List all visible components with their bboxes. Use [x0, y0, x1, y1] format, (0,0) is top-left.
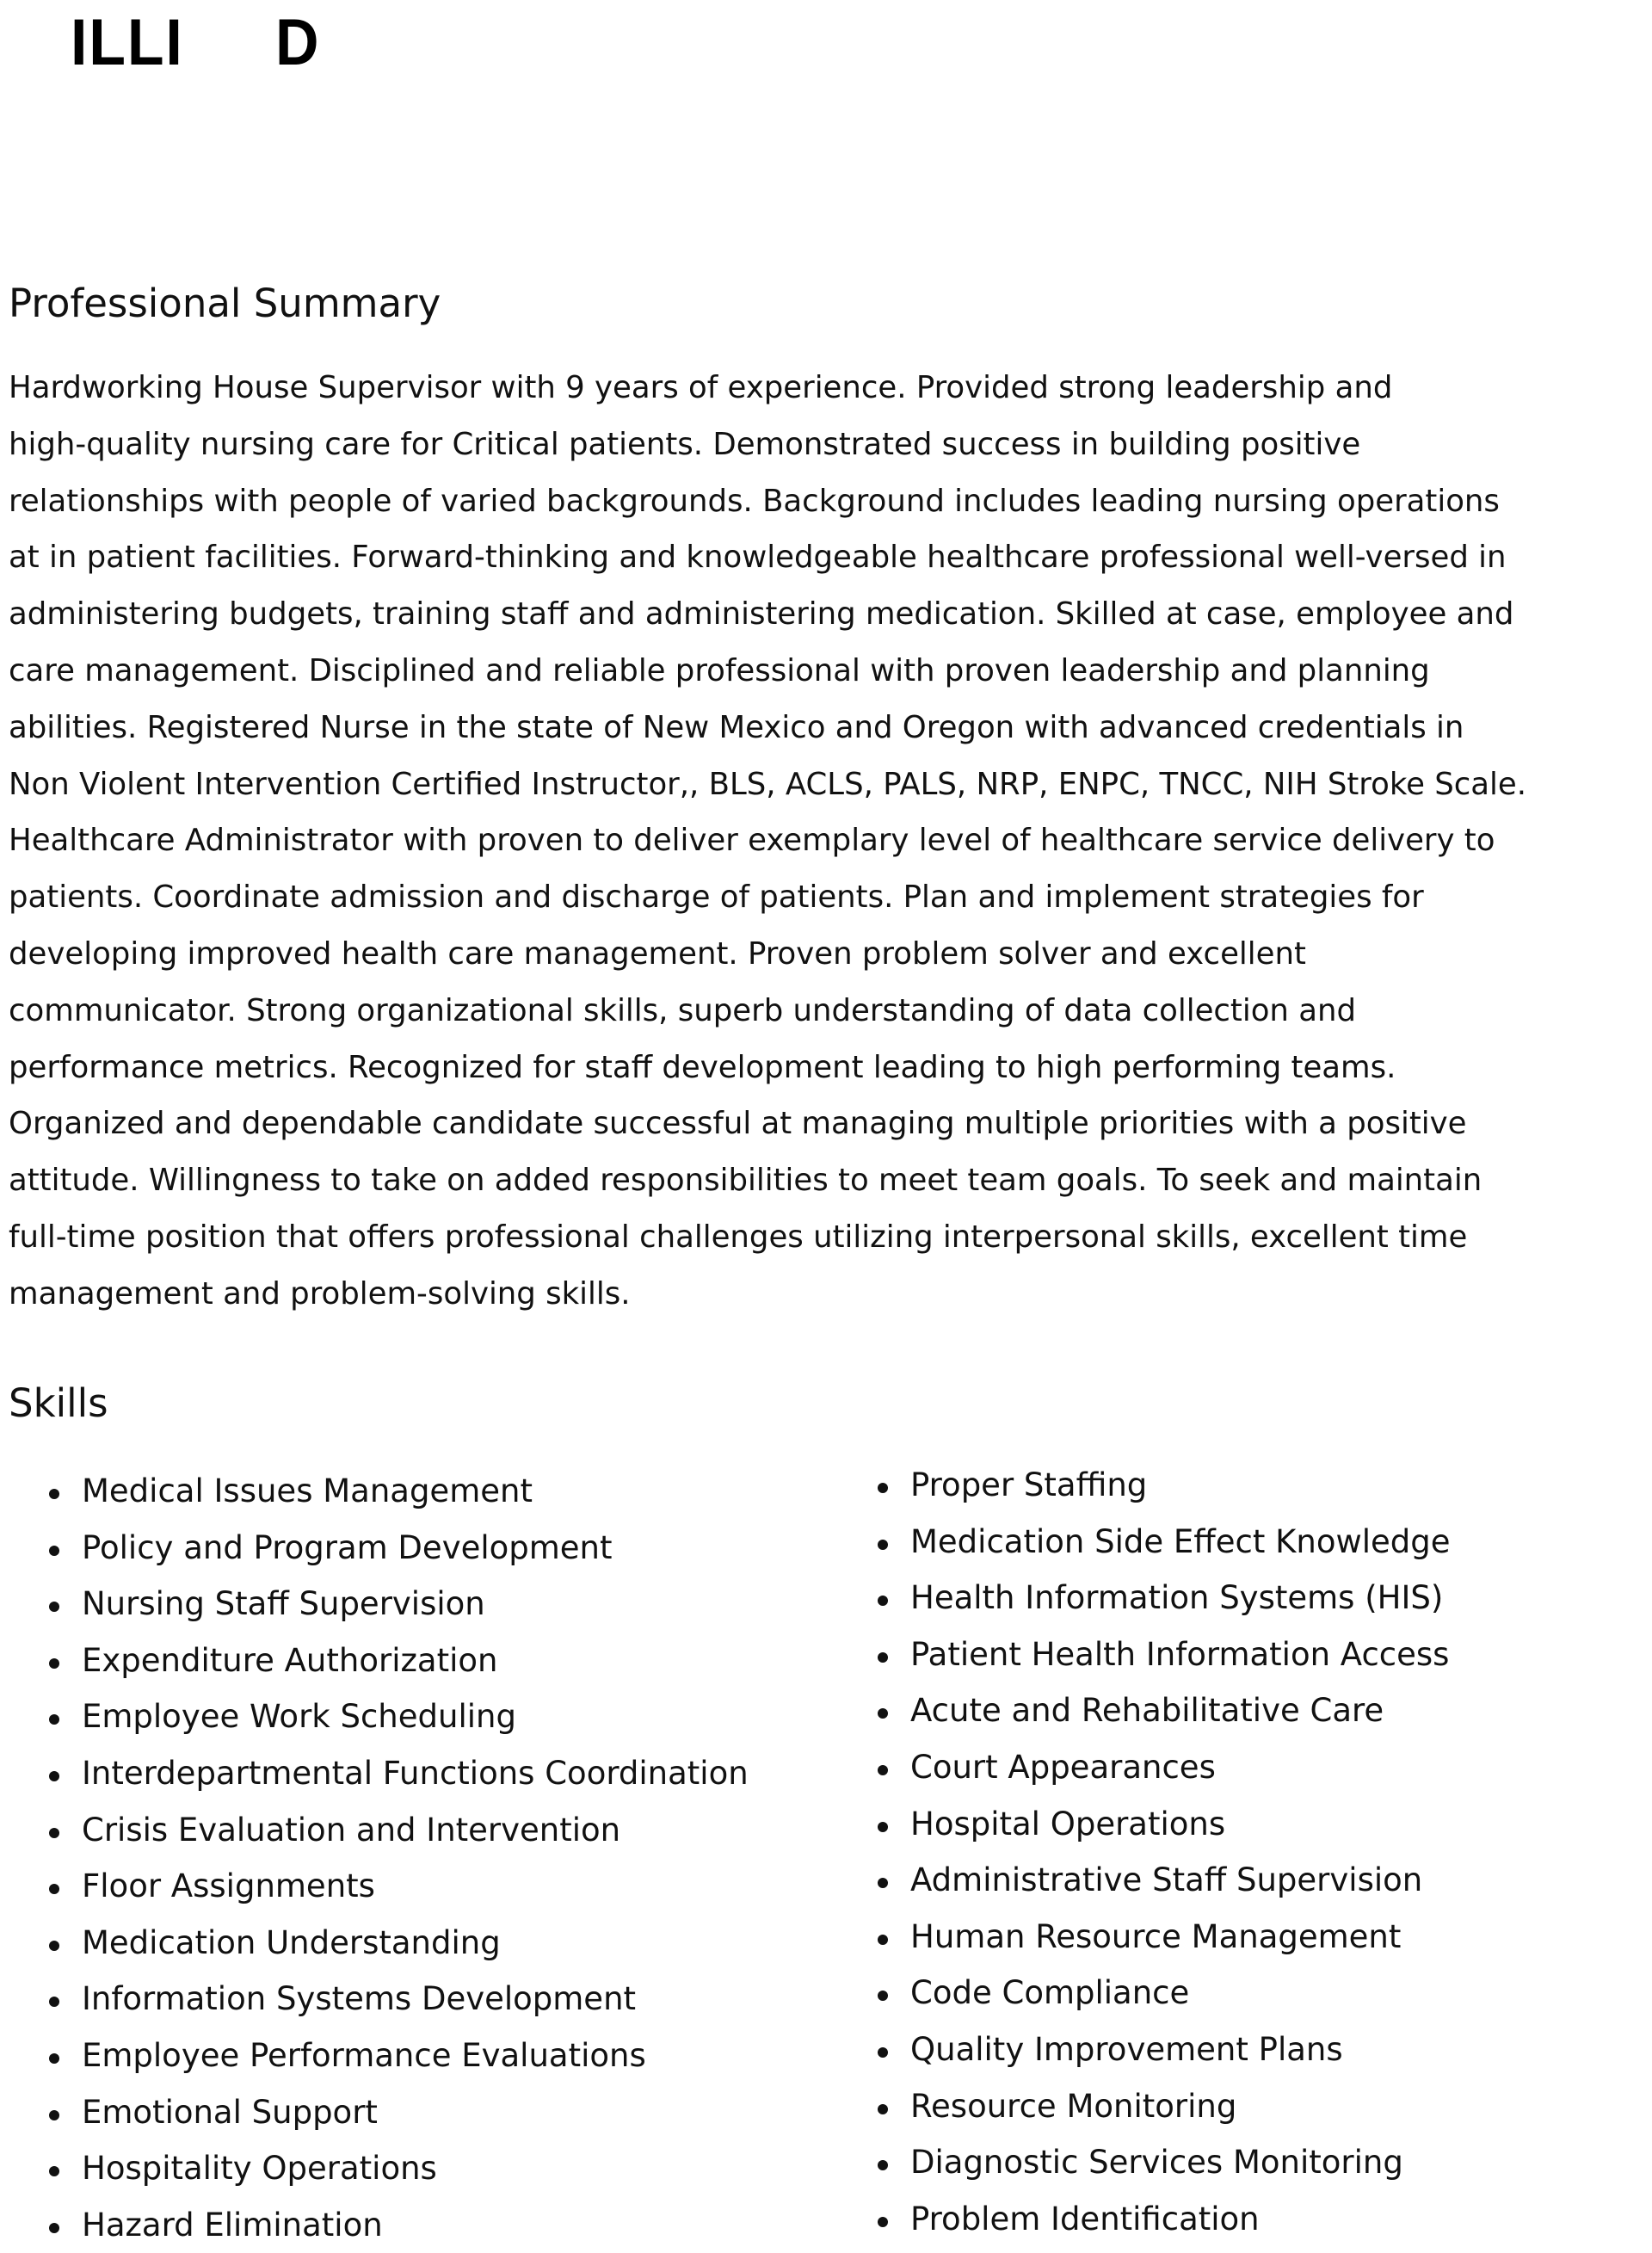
summary-line: full-time position that offers professional challenges utilizing interpersonal skills, excellent time — [9, 1219, 1468, 1255]
skill-item: Hospital Operations — [876, 1796, 1451, 1853]
skill-item: Diagnostic Services Monitoring — [876, 2134, 1451, 2191]
summary-line: patients. Coordinate admission and discharge of patients. Plan and implement strategies for — [9, 880, 1424, 916]
summary-line: abilities. Registered Nurse in the state of New Mexico and Oregon with advanced credentials in — [9, 709, 1464, 745]
skill-item: Emotional Support — [47, 2084, 749, 2141]
skill-item: Proper Staffing — [876, 1457, 1451, 1514]
skill-item: Floor Assignments — [47, 1858, 749, 1915]
skill-item: Problem Identification — [876, 2191, 1451, 2248]
professional-summary-heading: Professional Summary — [9, 281, 441, 326]
summary-line: performance metrics. Recognized for staff development leading to high performing teams. — [9, 1049, 1396, 1085]
skill-item: Hospitality Operations — [47, 2140, 749, 2197]
skill-item: Medication Understanding — [47, 1915, 749, 1972]
skill-item: Administrative Staff Supervision — [876, 1852, 1451, 1909]
candidate-name: ILLI D — [71, 6, 321, 79]
summary-line: relationships with people of varied backgrounds. Background includes leading nursing operations — [9, 483, 1500, 519]
skill-item: Employee Performance Evaluations — [47, 2028, 749, 2084]
summary-line: administering budgets, training staff and administering medication. Skilled at case, employee and — [9, 596, 1514, 633]
summary-line: at in patient facilities. Forward-thinking and knowledgeable healthcare professional well-versed in — [9, 540, 1507, 576]
skills-list-right — [876, 1457, 1451, 2247]
professional-summary-text — [9, 360, 1648, 1323]
summary-line: attitude. Willingness to take on added responsibilities to meet team goals. To seek and maintain — [9, 1163, 1482, 1199]
summary-line: management and problem-solving skills. — [9, 1275, 631, 1312]
skill-item: Patient Health Information Access — [876, 1626, 1451, 1683]
skill-item: Policy and Program Development — [47, 1520, 749, 1577]
skill-item: Human Resource Management — [876, 1909, 1451, 1966]
skill-item: Code Compliance — [876, 1965, 1451, 2022]
skill-item: Nursing Staff Supervision — [47, 1576, 749, 1633]
summary-line: care management. Disciplined and reliable professional with proven leadership and planning — [9, 652, 1430, 688]
summary-line: Organized and dependable candidate successful at managing multiple priorities with a positive — [9, 1106, 1467, 1142]
skill-item: Medical Issues Management — [47, 1463, 749, 1520]
skill-item: Health Information Systems (HIS) — [876, 1570, 1451, 1626]
skill-item: Quality Improvement Plans — [876, 2022, 1451, 2078]
summary-line: Hardworking House Supervisor with 9 years of experience. Provided strong leadership and — [9, 370, 1393, 405]
skill-item: Medication Side Effect Knowledge — [876, 1514, 1451, 1571]
summary-line: communicator. Strong organizational skills, superb understanding of data collection and — [9, 992, 1357, 1028]
skill-item: Information Systems Development — [47, 1971, 749, 2028]
skill-item: Acute and Rehabilitative Care — [876, 1682, 1451, 1739]
summary-line: high-quality nursing care for Critical patients. Demonstrated success in building positive — [9, 426, 1361, 462]
skill-item: Court Appearances — [876, 1739, 1451, 1796]
summary-line: Non Violent Intervention Certified Instructor,, BLS, ACLS, PALS, NRP, ENPC, TNCC, NIH Stroke Scale. — [9, 766, 1527, 802]
skill-item: Interdepartmental Functions Coordination — [47, 1745, 749, 1802]
skill-item: Hazard Elimination — [47, 2197, 749, 2253]
skill-item: Crisis Evaluation and Intervention — [47, 1802, 749, 1859]
skill-item: Expenditure Authorization — [47, 1633, 749, 1689]
skills-list-left — [47, 1463, 749, 2253]
skill-item: Employee Work Scheduling — [47, 1688, 749, 1745]
summary-line: Healthcare Administrator with proven to deliver exemplary level of healthcare service delivery to — [9, 823, 1495, 859]
skills-heading: Skills — [9, 1380, 108, 1426]
skill-item: Resource Monitoring — [876, 2078, 1451, 2135]
summary-line: developing improved health care management. Proven problem solver and excellent — [9, 935, 1306, 972]
